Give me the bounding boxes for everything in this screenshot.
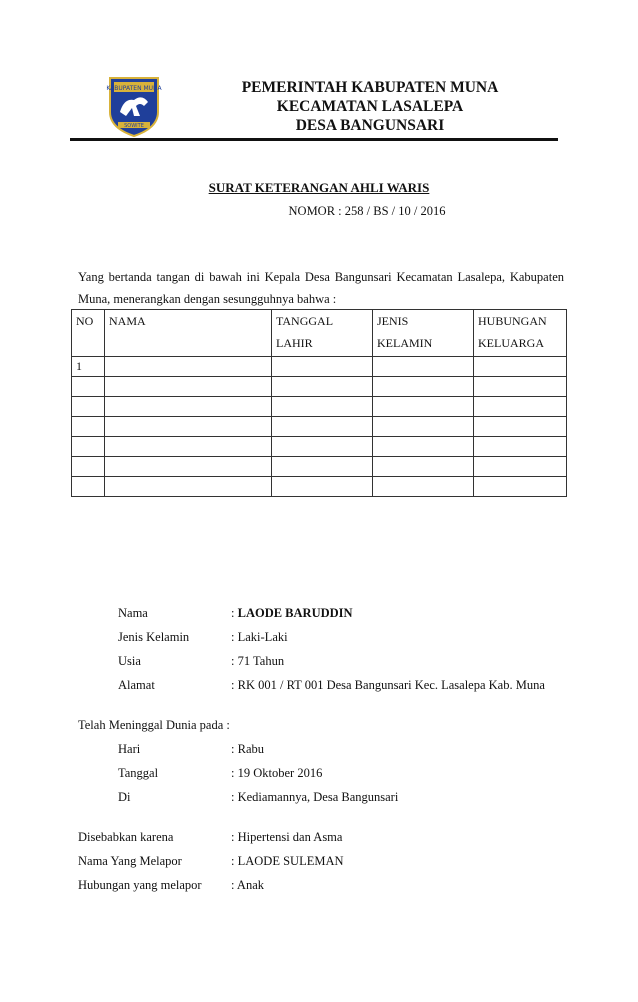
header-line-1: PEMERINTAH KABUPATEN MUNA [241,79,499,96]
age-value: : 71 Tahun [231,654,285,668]
day-value: : Rabu [231,742,264,756]
table-cell [72,437,105,457]
table-cell [72,397,105,417]
relation-label: Hubungan yang melapor [78,878,202,892]
intro-paragraph: Yang bertanda tangan di bawah ini Kepala Desa Bangunsari Kecamatan Lasalepa, Kabupaten Muna, menerangkan dengan sesungguhnya bahwa : [78,270,564,306]
table-cell [72,417,105,437]
day-label: Hari [118,742,141,756]
table-cell [105,417,272,437]
table-cell [272,357,373,377]
date-label: Tanggal [118,766,159,780]
table-cell [272,437,373,457]
date-value: : 19 Oktober 2016 [231,766,323,780]
table-cell [474,357,567,377]
table-cell [272,477,373,497]
table-cell [474,397,567,417]
table-row [72,417,567,437]
table-cell [272,417,373,437]
death-heading: Telah Meninggal Dunia pada : [78,718,230,732]
table-cell [105,437,272,457]
table-cell [72,457,105,477]
table-cell [373,377,474,397]
table-row [72,377,567,397]
table-cell [373,417,474,437]
svg-text:KABUPATEN MUNA: KABUPATEN MUNA [106,85,162,92]
table-row [72,477,567,497]
address-value: : RK 001 / RT 001 Desa Bangunsari Kec. Lasalepa Kab. Muna [231,678,545,692]
table-cell: 1 [72,357,105,377]
table-cell [474,377,567,397]
col-birth-date: TANGGAL LAHIR [272,310,373,357]
cause-label: Disebabkan karena [78,830,174,844]
table-cell [272,457,373,477]
table-cell [72,477,105,497]
table-header-row [72,310,567,357]
table-cell [373,357,474,377]
table-cell [105,397,272,417]
document-number: NOMOR : 258 / BS / 10 / 2016 [288,204,446,218]
table-cell [373,437,474,457]
svg-text:SOWITE: SOWITE [124,123,144,129]
table-cell [105,377,272,397]
table-cell [272,377,373,397]
address-label: Alamat [118,678,155,692]
table-row [72,457,567,477]
table-cell [474,437,567,457]
age-label: Usia [118,654,141,668]
gender-label: Jenis Kelamin [118,630,190,644]
place-value: : Kediamannya, Desa Bangunsari [231,790,399,804]
deceased-name-label: Nama [118,606,148,620]
table-cell [105,457,272,477]
table-cell [373,457,474,477]
table-cell [105,357,272,377]
place-label: Di [118,790,131,804]
table-cell [373,397,474,417]
table-cell [272,397,373,417]
heirs-table [71,309,567,497]
table-row [72,397,567,417]
deceased-name-value: : LAODE BARUDDIN [231,606,353,620]
table-cell [474,457,567,477]
table-row [72,437,567,457]
col-no: NO [72,310,105,357]
table-cell [72,377,105,397]
relation-value: : Anak [231,878,264,892]
header-divider [70,138,558,141]
table-row [72,357,567,377]
header-line-3: DESA BANGUNSARI [295,117,445,134]
table-cell [105,477,272,497]
table-cell [474,477,567,497]
reporter-value: : LAODE SULEMAN [231,854,344,868]
gender-value: : Laki-Laki [231,630,288,644]
document-title: SURAT KETERANGAN AHLI WARIS [208,180,430,195]
header-line-2: KECAMATAN LASALEPA [276,98,464,115]
col-relationship: HUBUNGAN KELUARGA [474,310,567,357]
cause-value: : Hipertensi dan Asma [231,830,343,844]
table-cell [474,417,567,437]
col-name: NAMA [105,310,272,357]
table-cell [373,477,474,497]
col-gender: JENIS KELAMIN [373,310,474,357]
regency-logo [106,72,162,138]
reporter-label: Nama Yang Melapor [78,854,182,868]
